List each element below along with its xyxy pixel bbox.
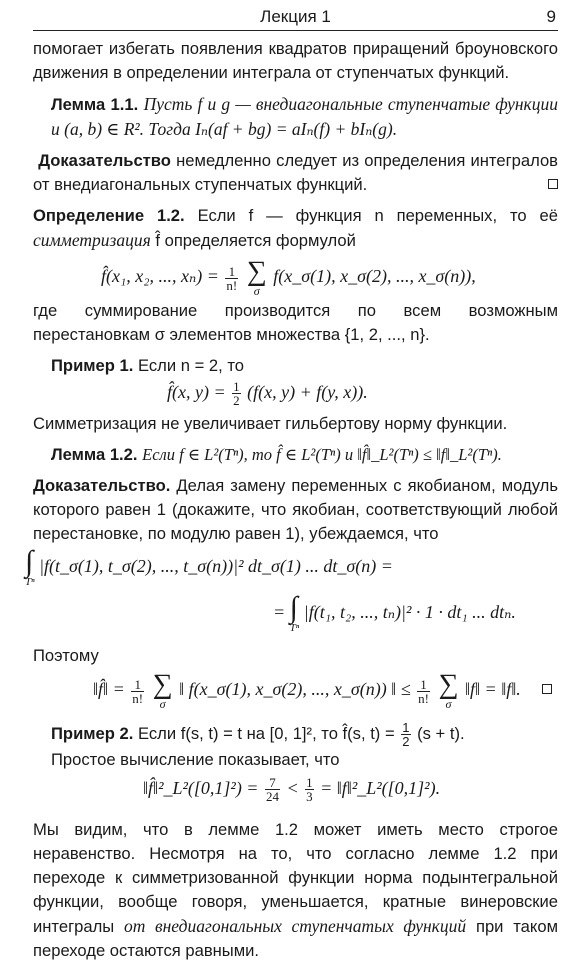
frac-numerator: 1: [225, 265, 238, 279]
ex2-fraction: [401, 721, 410, 748]
integral-line-1-text: |f(t_σ(1), t_σ(2), ..., t_σ(n))|² dt_σ(1) ... dt_σ(n) =: [39, 556, 393, 577]
running-header: [33, 2, 558, 31]
definition-1-2-text-a: Если f — функция n переменных, то её: [197, 206, 558, 225]
final-text-b: при таком переходе остаются равными.: [33, 917, 558, 960]
norm-rhs: ‖f‖ = ‖f‖.: [464, 679, 521, 700]
sym-formula-rhs: f(x_σ(1), x_σ(2), ..., x_σ(n)),: [273, 266, 476, 287]
proof-1-label: Доказательство: [38, 151, 171, 170]
symmetrization-formula: [33, 253, 558, 299]
ex1-formula-lhs: f̂(x, y) =: [167, 382, 226, 402]
integral-domain: Tⁿ: [25, 576, 35, 588]
frac-denominator: n!: [418, 690, 429, 706]
definition-1-2-label: Определение 1.2.: [33, 206, 185, 225]
ex2-formula-rhs: = ‖f‖²_L²([0,1]²).: [320, 778, 441, 798]
proof-1-text: немедленно следует из определения интегралов от внедиагональных ступенчатых функций.: [33, 151, 558, 194]
frac-numerator: 1: [417, 678, 430, 692]
example-2-text-a: Если f(s, t) = t на [0, 1]², то f̂(s, t) =: [137, 723, 395, 743]
integral-line-1: [25, 545, 558, 592]
example-2-formula: [33, 772, 558, 814]
header-title: Лекция 1: [260, 7, 331, 26]
sym-formula-fraction: [225, 265, 238, 292]
example-2: [51, 721, 558, 748]
ex1-fraction: [232, 380, 241, 407]
frac-numerator: 1: [233, 379, 240, 395]
lemma-1-2: [51, 443, 558, 467]
lemma-1-2-label: Лемма 1.2.: [51, 445, 138, 464]
lemma-1-1-label: Лемма 1.1.: [51, 95, 139, 114]
sum-subscript: σ: [159, 697, 166, 711]
proof-2-text: Делая замену переменных с якобианом, модуль которого равен 1 (докажите, что якобиан, соответствующий любой перестановке, по модулю равен 1), убеждаемся, что: [33, 476, 558, 543]
integral-line-2-prefix: =: [273, 602, 286, 623]
norm-inequality: [33, 668, 558, 714]
ex2-fraction-1-3: [305, 776, 314, 803]
frac-denominator: 3: [306, 789, 313, 805]
example-1-text: Если n = 2, то: [137, 356, 244, 375]
definition-1-2: [33, 204, 558, 253]
ex2-less-than: <: [286, 778, 299, 798]
frac-numerator: 1: [131, 678, 144, 692]
sum-subscript: σ: [253, 284, 260, 298]
page: [0, 2, 576, 960]
lemma-1-1: [51, 92, 558, 142]
example-2-line-2: Простое вычисление показывает, что: [51, 750, 340, 769]
frac-denominator: 2: [233, 393, 240, 409]
qed-symbol: [548, 179, 558, 189]
norm-fraction-2: [417, 678, 430, 705]
paragraph-norm: Симметризация не увеличивает гильбертову норму функции.: [33, 414, 508, 433]
integral-sign: ∫ Tⁿ: [25, 545, 35, 588]
frac-numerator: 7: [265, 776, 280, 790]
proof-2: [33, 474, 558, 546]
integral-line-2: [33, 592, 558, 638]
proof-1: [33, 149, 558, 197]
paragraph-summation: где суммирование производится по всем возможным перестановкам σ элементов множества {1, 2, ..., n}.: [33, 301, 558, 344]
paragraph-final: [33, 818, 558, 963]
frac-denominator: n!: [226, 277, 238, 293]
page-body: [25, 37, 558, 963]
integral-domain: Tⁿ: [289, 622, 300, 634]
example-2-label: Пример 2.: [51, 723, 134, 743]
norm-middle: ‖ f(x_σ(1), x_σ(2), ..., x_σ(n)) ‖ ≤: [179, 679, 411, 700]
example-1: [51, 354, 558, 378]
frac-numerator: 1: [306, 775, 313, 791]
definition-1-2-text-b: f̂ определяется формулой: [155, 231, 356, 250]
page-number: 9: [546, 7, 556, 26]
example-1-formula: [33, 378, 558, 412]
ex1-formula-rhs: (f(x, y) + f(y, x)).: [247, 382, 368, 402]
qed-symbol: [542, 684, 552, 694]
frac-denominator: 24: [265, 789, 279, 805]
norm-fraction: [131, 678, 144, 705]
ex2-fraction-7-24: [265, 776, 280, 803]
frac-denominator: 2: [402, 734, 410, 749]
frac-denominator: n!: [132, 690, 144, 706]
integral-sign: ∫ Tⁿ: [289, 591, 300, 634]
ex2-formula-lhs: ‖f̂‖²_L²([0,1]²) =: [143, 778, 259, 798]
example-2-text-b: (s + t).: [417, 723, 465, 743]
lemma-1-2-text: Если f ∈ L²(Tⁿ), то f̂ ∈ L²(Tⁿ) и ‖f̂‖_L²(Tⁿ) ≤ ‖f‖_L²(Tⁿ).: [142, 445, 502, 464]
norm-lhs: ‖f̂‖ =: [93, 679, 125, 700]
sum-subscript: σ: [445, 697, 452, 711]
example-1-label: Пример 1.: [51, 356, 134, 375]
paragraph-therefore: Поэтому: [33, 646, 99, 665]
final-text-a: Мы видим, что в лемме 1.2 может иметь место строгое неравенство. Несмотря на то, что согласно лемме 1.2 при переходе к симметризованной функции норма подынтегральной функции, вообще говоря, уменьшается, кратные винеровские интегралы: [33, 820, 558, 936]
sum-sign: ∑ σ: [438, 669, 459, 711]
definition-1-2-term: симметризация: [33, 230, 151, 250]
sum-sign: ∑ σ: [246, 256, 267, 298]
frac-numerator: 1: [402, 720, 410, 735]
paragraph-intro: помогает избегать появления квадратов приращений броуновского движения в определении интеграла от ступенчатых функций.: [33, 39, 558, 82]
integral-line-2-text: |f(t₁, t₂, ..., tₙ)|² · 1 · dt₁ ... dtₙ.: [303, 602, 516, 623]
lemma-1-1-text: Пусть f и g — внедиагональные ступенчатые функции и (a, b) ∈ R². Тогда Iₙ(af + bg) = aIₙ(f) + bIₙ(g).: [51, 94, 558, 139]
proof-2-label: Доказательство.: [33, 476, 171, 495]
final-italic: от внедиагональных ступенчатых функций: [124, 916, 467, 936]
sym-formula-lhs: f̂(x₁, x₂, ..., xₙ) =: [101, 266, 219, 287]
sum-sign: ∑ σ: [152, 669, 173, 711]
